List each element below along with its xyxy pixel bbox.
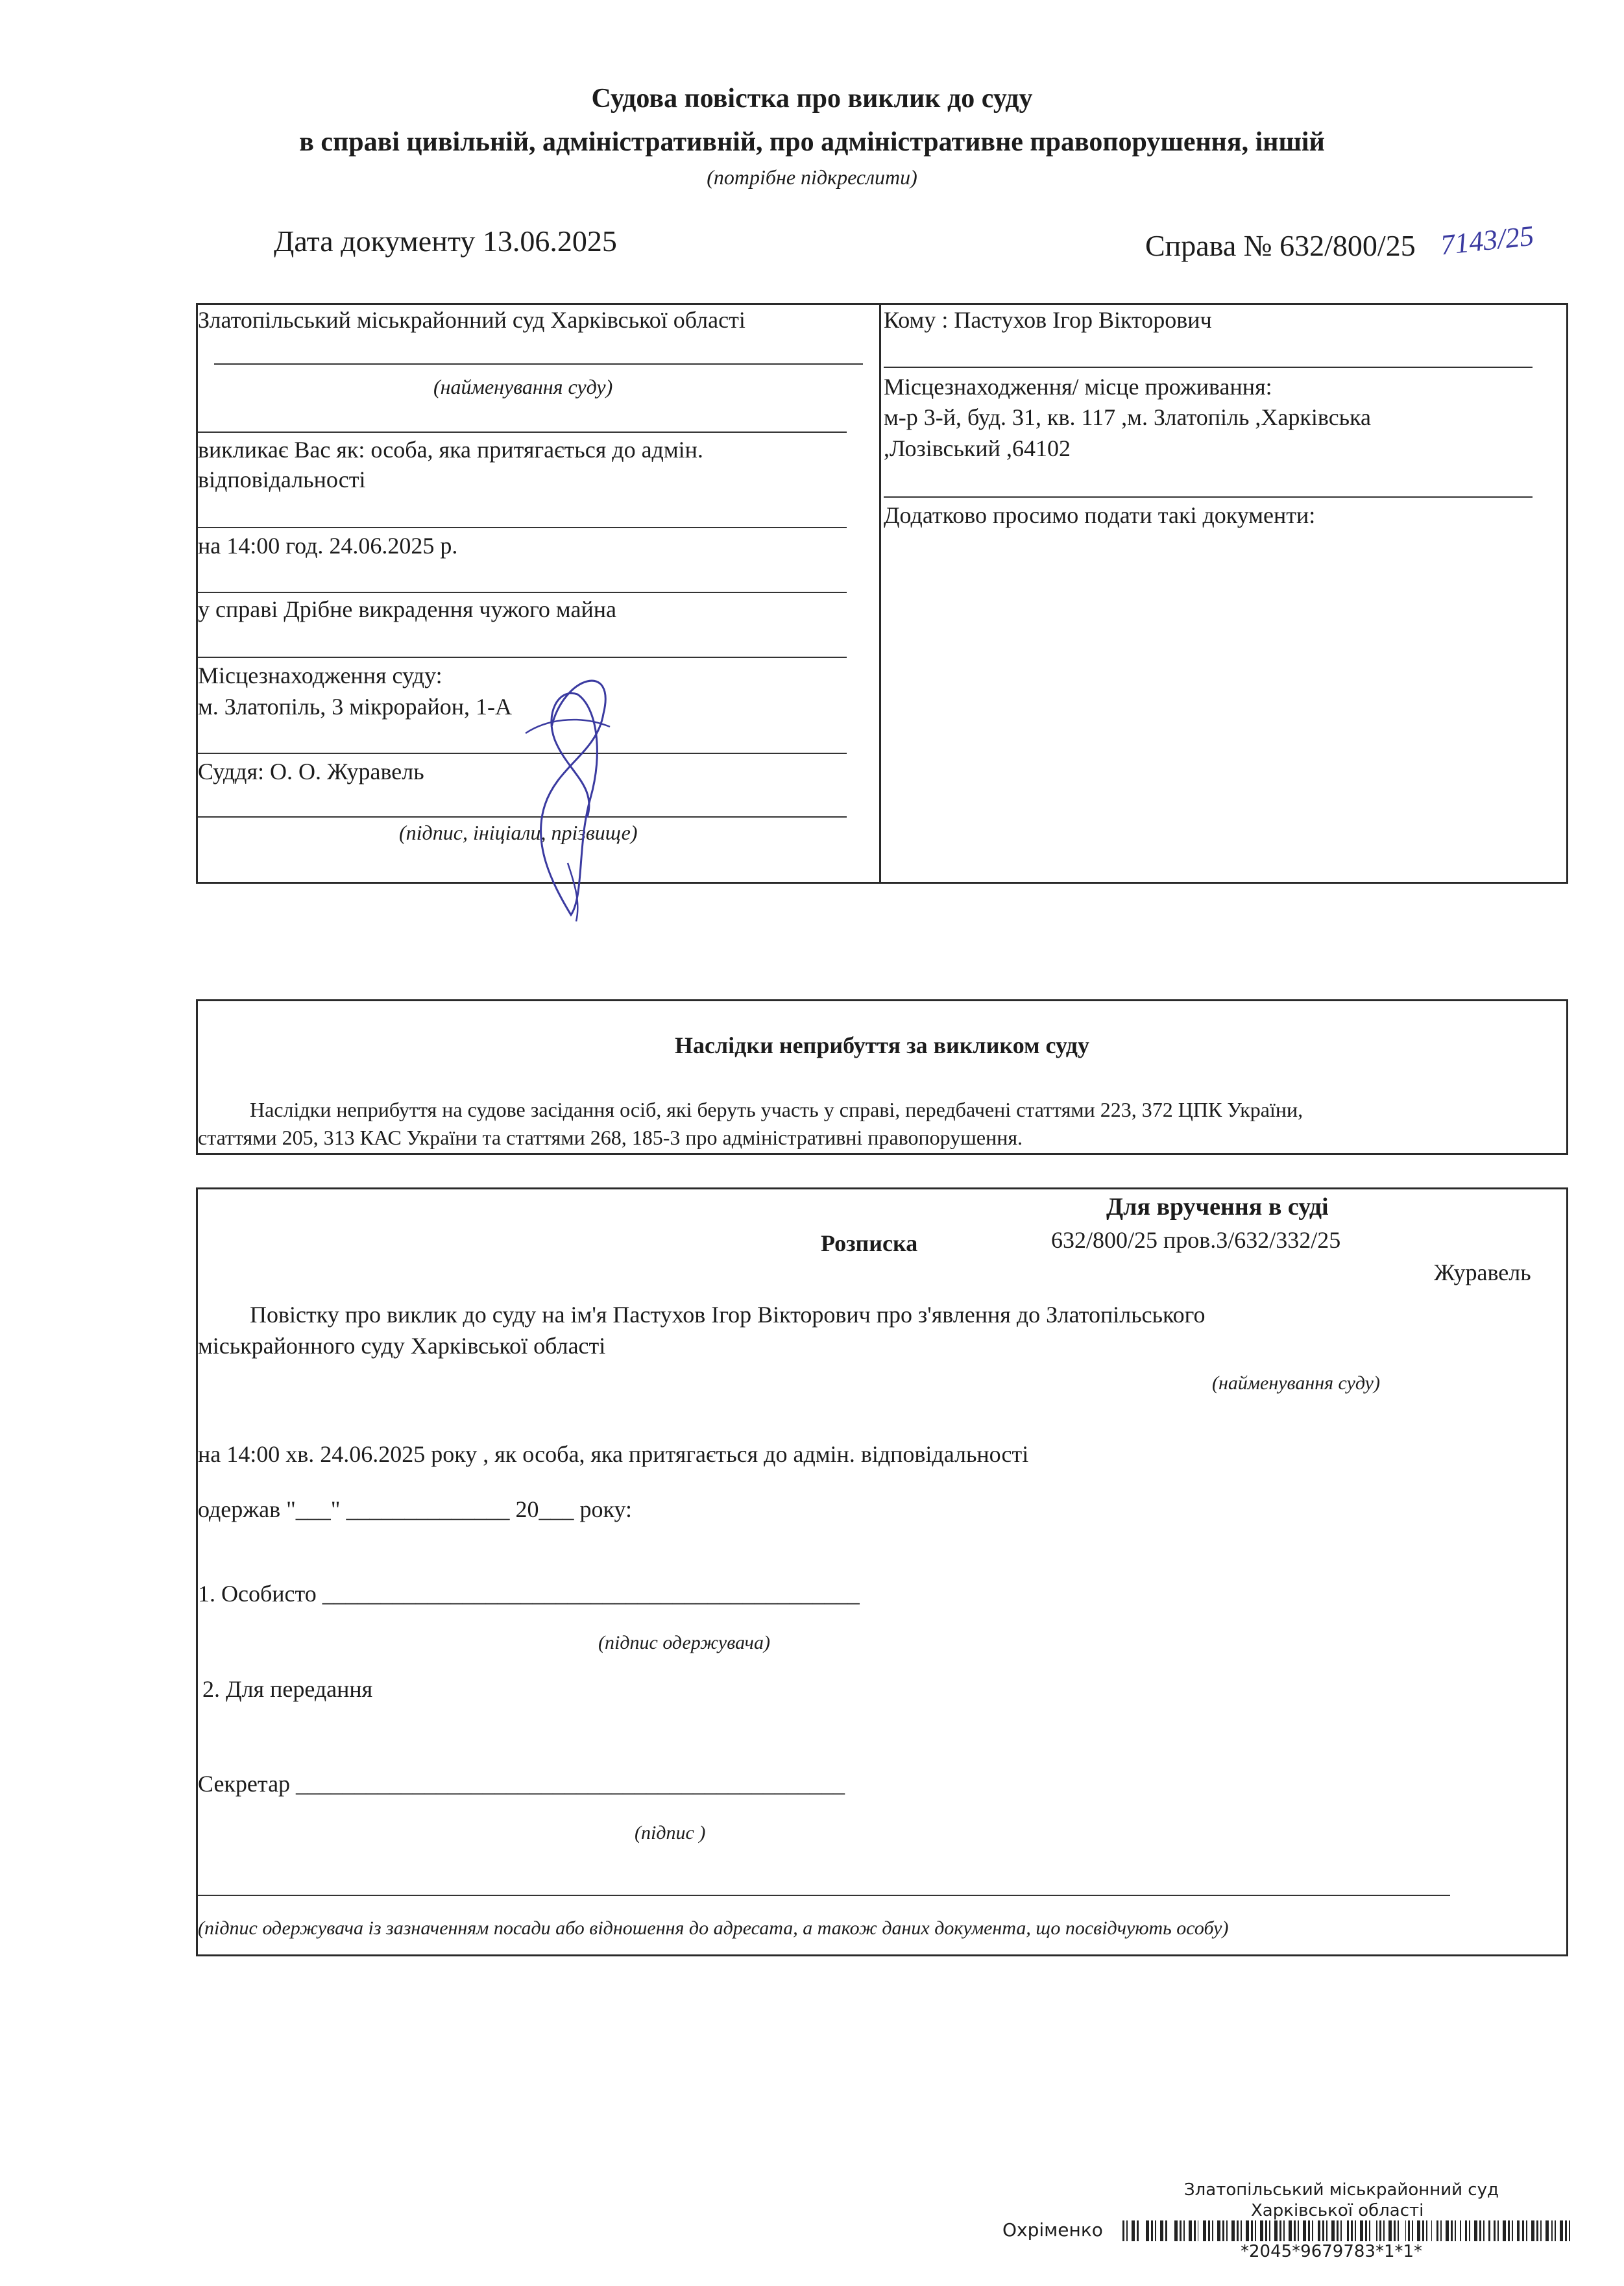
receipt-court-caption: (найменування суду) bbox=[1212, 1372, 1380, 1394]
summons-role-cont: відповідальності bbox=[198, 467, 366, 492]
consequences-text: Наслідки неприбуття на судове засідання осіб, які беруть участь у справі, передбачені статтями 223, 372 ЦПК України, bbox=[250, 1098, 1303, 1121]
consequences-title: Наслідки неприбуття за викликом суду bbox=[675, 1032, 1089, 1058]
for-court-label: Для вручення в суді bbox=[1106, 1193, 1329, 1221]
barcode-gaps bbox=[1122, 2220, 1570, 2241]
divider bbox=[198, 527, 847, 528]
received-line: одержав "___" ______________ 20___ року: bbox=[198, 1496, 633, 1522]
case-subject: у справі Дрібне викрадення чужого майна bbox=[198, 596, 616, 622]
receipt-judge: Журавель bbox=[1434, 1259, 1531, 1285]
case-number: Справа № 632/800/25 bbox=[1145, 229, 1416, 262]
signature-caption: (підпис, ініціали, прізвище) bbox=[399, 821, 638, 844]
personal-line: 1. Особисто ______________________________________________ bbox=[198, 1581, 860, 1607]
column-divider bbox=[879, 303, 881, 884]
divider bbox=[884, 367, 1533, 368]
case-number-handwritten: 7143/25 bbox=[1438, 219, 1536, 261]
summons-role: викликає Вас як: особа, яка притягається до адмін. bbox=[198, 437, 703, 463]
summons-form bbox=[196, 303, 1568, 884]
registration-number: 632/800/25 пров.3/632/332/25 bbox=[1051, 1227, 1341, 1253]
court-name: Златопільський міськрайонний суд Харківської області bbox=[198, 307, 745, 333]
court-caption: (найменування суду) bbox=[433, 375, 613, 398]
title-note: (потрібне підкреслити) bbox=[707, 165, 917, 189]
stamp-court-line2: Харківської області bbox=[1251, 2201, 1424, 2220]
divider bbox=[198, 432, 847, 433]
secretary-signature-caption: (підпис ) bbox=[635, 1822, 706, 1843]
divider bbox=[198, 592, 847, 593]
address-line1: м-р 3-й, буд. 31, кв. 117 ,м. Златопіль ,Харківська bbox=[884, 404, 1372, 430]
receipt-time: на 14:00 хв. 24.06.2025 року , як особа, яка притягається до адмін. відповідальності bbox=[198, 1441, 1029, 1467]
clerk-name: Охріменко bbox=[1002, 2219, 1103, 2241]
judge-signature bbox=[506, 649, 636, 928]
document-title: Судова повістка про виклик до суду bbox=[591, 84, 1033, 114]
court-location-label: Місцезнаходження суду: bbox=[198, 663, 442, 688]
document-subtitle: в справі цивільній, адміністративній, про адміністративне правопорушення, іншій bbox=[299, 127, 1325, 157]
judge-name: Суддя: О. О. Журавель bbox=[198, 759, 424, 784]
receipt-title: Розписка bbox=[821, 1230, 918, 1256]
transfer-line: 2. Для передання bbox=[202, 1676, 373, 1702]
court-location: м. Златопіль, 3 мікрорайон, 1-А bbox=[198, 694, 513, 720]
document-date: Дата документу 13.06.2025 bbox=[274, 225, 617, 258]
consequences-text-cont: статтями 205, 313 КАС України та статтями 268, 185-3 про адміністративні правопорушення. bbox=[198, 1126, 1023, 1149]
recipient: Кому : Пастухов Ігор Вікторович bbox=[884, 307, 1212, 333]
receipt-body: Повістку про виклик до суду на ім'я Пастухов Ігор Вікторович про з'явлення до Златопільського bbox=[250, 1302, 1206, 1328]
hearing-time: на 14:00 год. 24.06.2025 р. bbox=[198, 533, 458, 559]
receipt-footer-caption: (підпис одержувача із зазначенням посади або відношення до адресата, а також даних документа, що посвідчують особу) bbox=[198, 1917, 1229, 1939]
location-label: Місцезнаходження/ місце проживання: bbox=[884, 374, 1272, 400]
divider bbox=[198, 1895, 1450, 1896]
stamp-court-line1: Златопільський міськрайонний суд bbox=[1184, 2180, 1499, 2200]
recipient-signature-caption: (підпис одержувача) bbox=[598, 1632, 770, 1653]
receipt-body-cont: міськрайонного суду Харківської області bbox=[198, 1333, 606, 1359]
address-line2: ,Лозівський ,64102 bbox=[884, 435, 1071, 461]
barcode-text: *2045*9679783*1*1* bbox=[1241, 2242, 1423, 2261]
secretary-line: Секретар _______________________________________________ bbox=[198, 1771, 845, 1797]
documents-label: Додатково просимо подати такі документи: bbox=[884, 502, 1316, 528]
divider bbox=[214, 363, 863, 365]
divider bbox=[884, 496, 1533, 498]
